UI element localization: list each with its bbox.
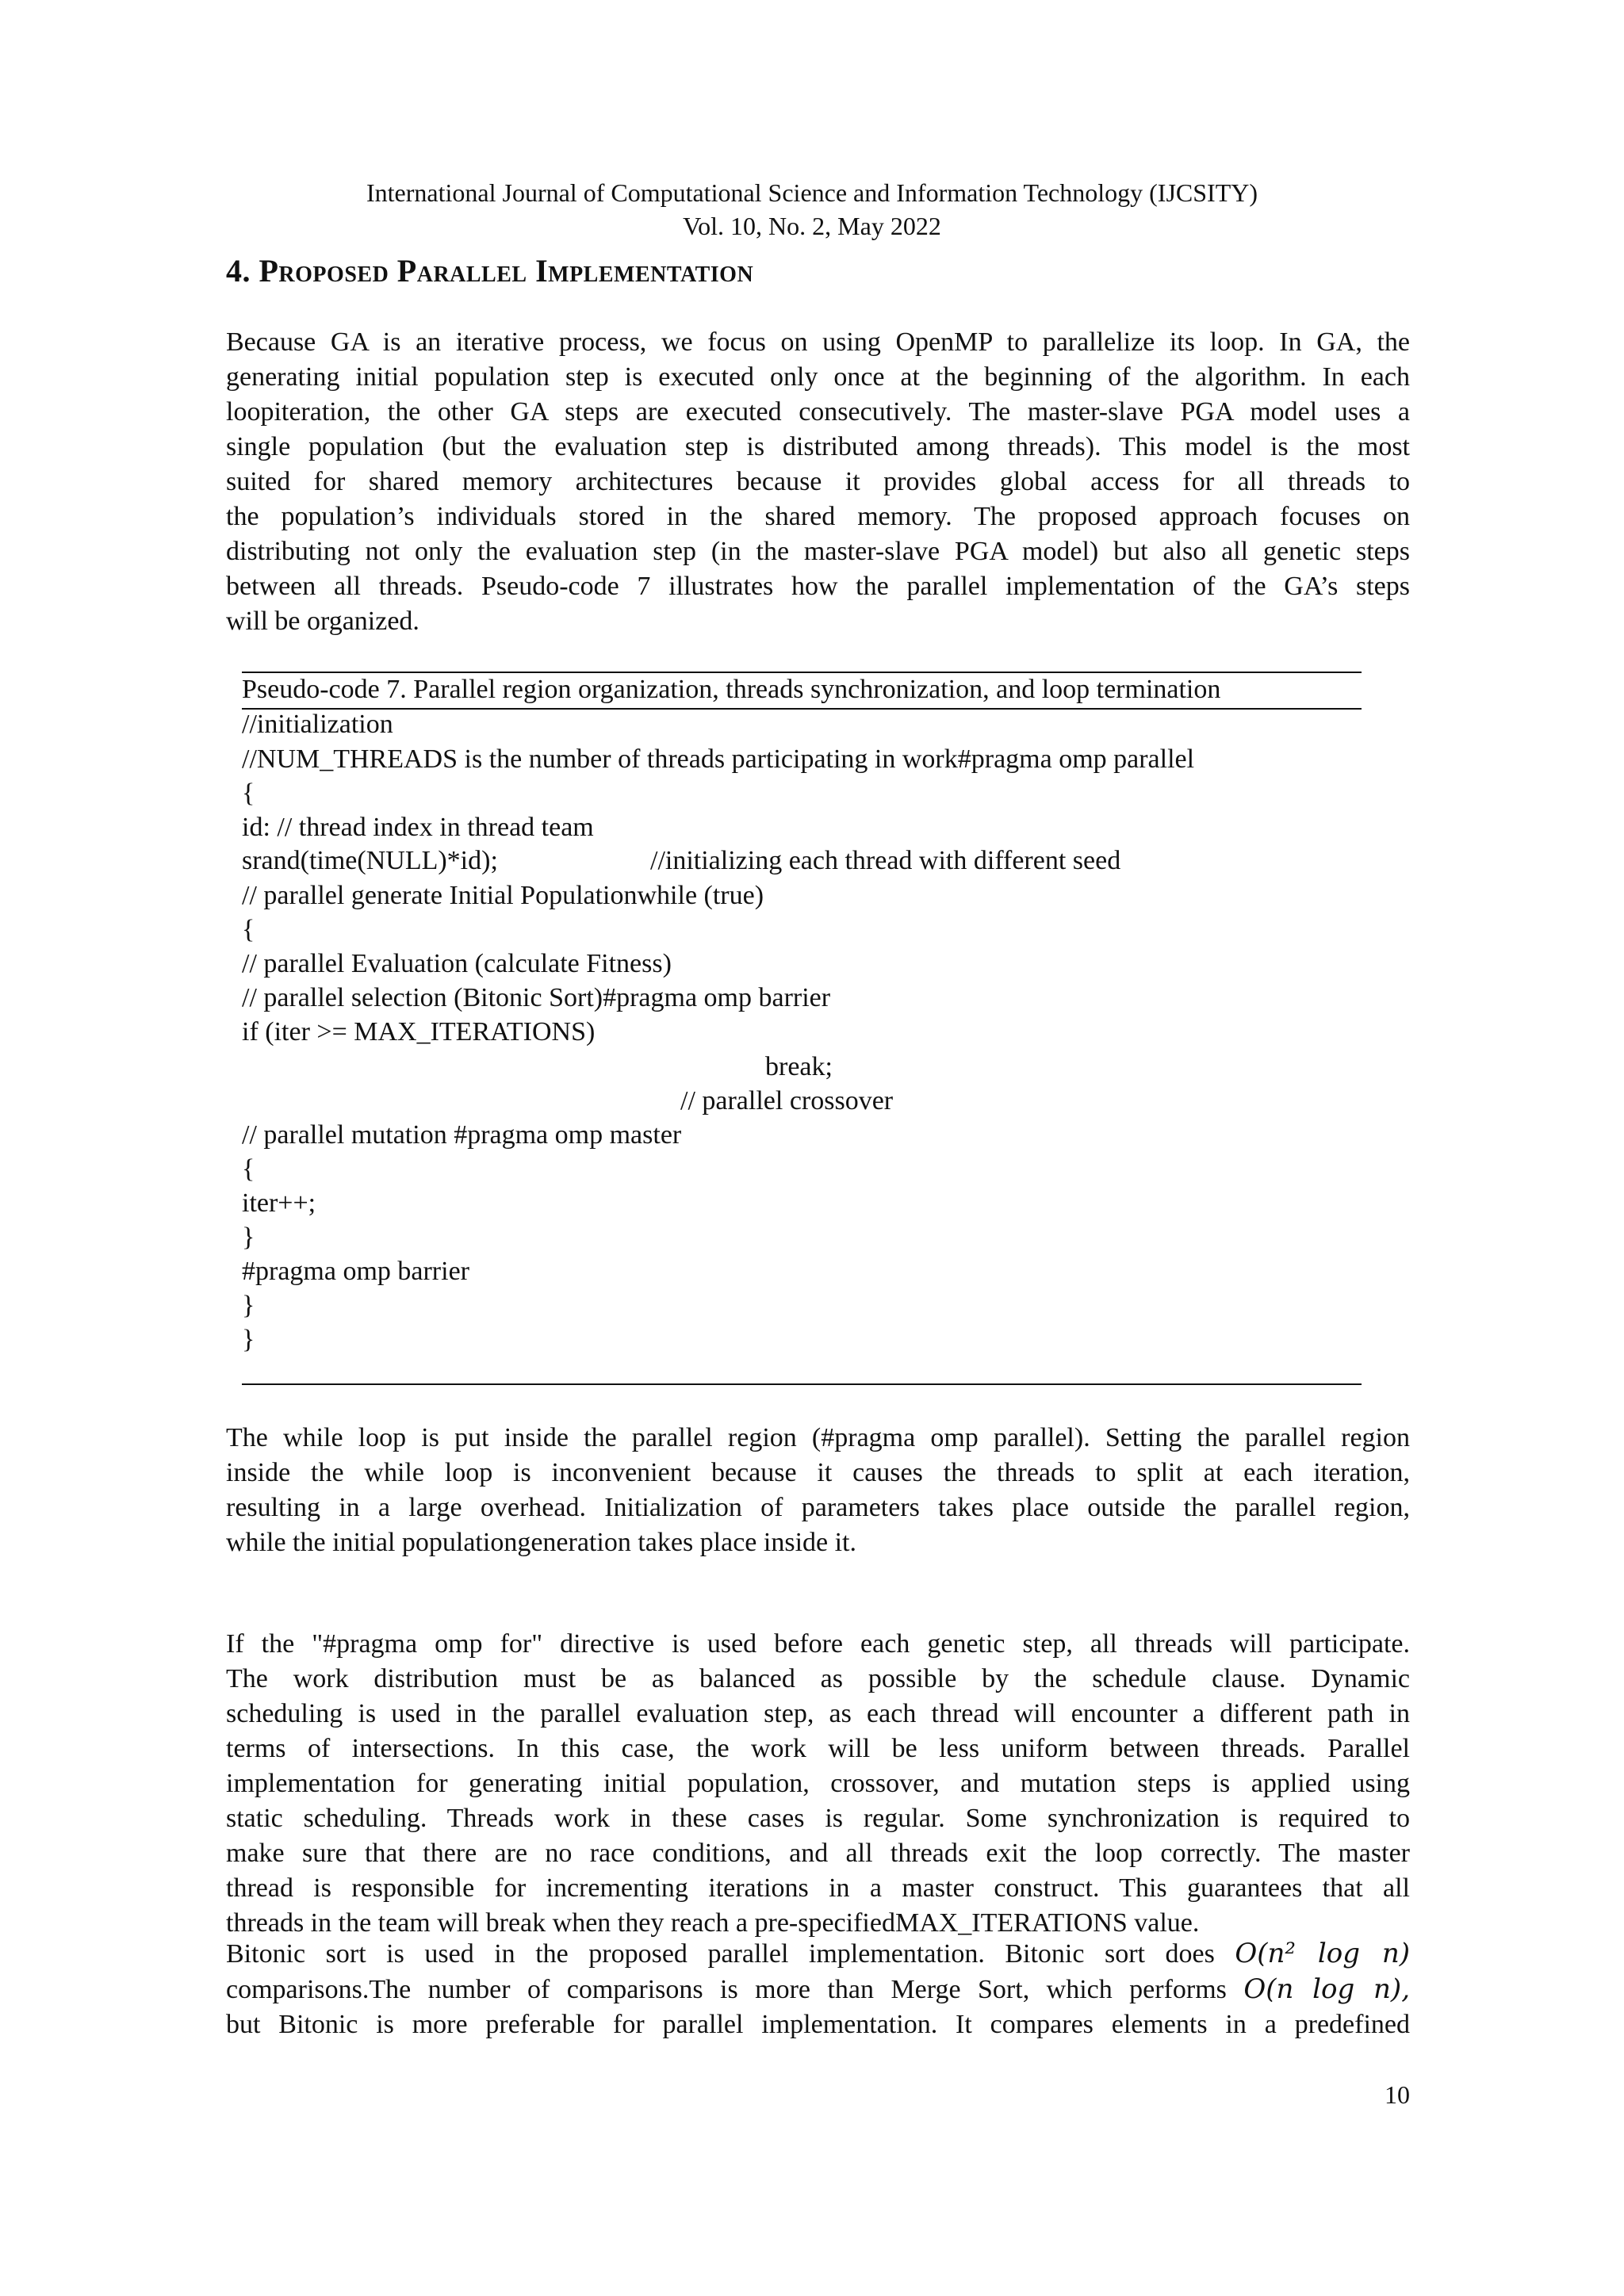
paragraph-line: make sure that there are no race conditions, and all threads exit the loop correctly. The master [226, 1839, 1410, 1868]
section-title-text: Proposed Parallel Implementation [259, 253, 754, 289]
paragraph-line: distributing not only the evaluation step (in the master-slave PGA model) but also all genetic steps [226, 537, 1410, 566]
paragraph-line: inside the while loop is inconvenient because it causes the threads to split at each iteration, [226, 1458, 1410, 1487]
paragraph-3 [226, 1627, 1410, 1941]
caption-rule [242, 708, 1362, 710]
paragraph-2 [226, 1421, 1410, 1560]
pseudocode-caption: Pseudo-code 7. Parallel region organization, threads synchronization, and loop termination [242, 675, 1221, 704]
bottom-rule [242, 1383, 1362, 1385]
code-line: id: // thread index in thread team [242, 813, 594, 842]
code-line: iter++; [242, 1188, 316, 1218]
math-expression: O(n² log n) [1235, 1938, 1410, 1969]
pseudocode-block [242, 672, 1362, 1385]
paragraph-line: between all threads. Pseudo-code 7 illustrates how the parallel implementation of the GA’s steps [226, 572, 1410, 601]
paragraph-line: thread is responsible for incrementing iterations in a master construct. This guarantees that all [226, 1873, 1410, 1903]
paragraph-line: The work distribution must be as balanced as possible by the schedule clause. Dynamic [226, 1664, 1410, 1693]
code-line: // parallel mutation #pragma omp master [242, 1120, 682, 1150]
math-expression: O(n log n), [1243, 1973, 1410, 2005]
paragraph-line: resulting in a large overhead. Initialization of parameters takes place outside the parallel region, [226, 1493, 1410, 1522]
code-line: srand(time(NULL)*id); [242, 846, 498, 875]
paragraph-line: will be organized. [226, 607, 419, 636]
code-line: break; [765, 1052, 833, 1081]
code-line: // parallel crossover [680, 1086, 894, 1115]
code-line: // parallel generate Initial Populationwhile (true) [242, 881, 764, 910]
code-line: //initialization [242, 710, 393, 739]
journal-volume: Vol. 10, No. 2, May 2022 [683, 212, 941, 240]
section-number: 4. [226, 253, 251, 289]
code-line: } [242, 1291, 255, 1320]
code-line: // parallel Evaluation (calculate Fitness) [242, 949, 672, 978]
code-line: } [242, 1223, 255, 1252]
paragraph-line: generating initial population step is executed only once at the beginning of the algorithm. In each [226, 362, 1410, 392]
paragraph-line: If the "#pragma omp for" directive is used before each genetic step, all threads will participate. [226, 1629, 1410, 1659]
paragraph-line: Because GA is an iterative process, we focus on using OpenMP to parallelize its loop. In GA, the [226, 327, 1410, 357]
paragraph-line [226, 1936, 1410, 1972]
code-line: #pragma omp barrier [242, 1257, 469, 1286]
paragraph-line: loopiteration, the other GA steps are executed consecutively. The master-slave PGA model uses a [226, 397, 1410, 427]
paragraph-1 [226, 325, 1410, 639]
paragraph-line: the population’s individuals stored in the shared memory. The proposed approach focuses on [226, 502, 1410, 531]
line-text: comparisons.The number of comparisons is more than Merge Sort, which performs [226, 1975, 1227, 2004]
paragraph-line: while the initial populationgeneration takes place inside it. [226, 1528, 856, 1557]
paragraph-4 [226, 1936, 1410, 2042]
code-line: // parallel selection (Bitonic Sort)#pragma omp barrier [242, 983, 831, 1012]
code-line: { [242, 779, 255, 808]
paragraph-line: suited for shared memory architectures because it provides global access for all threads to [226, 467, 1410, 496]
code-line: //NUM_THREADS is the number of threads participating in work#pragma omp parallel [242, 744, 1195, 774]
paragraph-line: static scheduling. Threads work in these cases is regular. Some synchronization is required to [226, 1804, 1410, 1833]
paragraph-line [226, 1972, 1410, 2007]
paragraph-line: threads in the team will break when they reach a pre-specifiedMAX_ITERATIONS value. [226, 1908, 1200, 1938]
paragraph-line: single population (but the evaluation step is distributed among threads). This model is the most [226, 432, 1410, 461]
code-line: if (iter >= MAX_ITERATIONS) [242, 1017, 596, 1047]
section-heading [226, 252, 753, 289]
code-line: { [242, 915, 255, 944]
paragraph-line: The while loop is put inside the parallel region (#pragma omp parallel). Setting the parallel region [226, 1423, 1410, 1452]
paragraph-line: scheduling is used in the parallel evaluation step, as each thread will encounter a different path in [226, 1699, 1410, 1728]
running-header [0, 176, 1624, 243]
code-line: } [242, 1325, 255, 1354]
paragraph-line: but Bitonic is more preferable for parallel implementation. It compares elements in a predefined [226, 2010, 1410, 2039]
code-comment: //initializing each thread with different seed [650, 846, 1121, 875]
line-text: Bitonic sort is used in the proposed parallel implementation. Bitonic sort does [226, 1939, 1215, 1969]
page-number: 10 [1385, 2080, 1410, 2109]
code-line: { [242, 1154, 255, 1184]
paragraph-line: terms of intersections. In this case, the work will be less uniform between threads. Parallel [226, 1734, 1410, 1763]
journal-title: International Journal of Computational Science and Information Technology (IJCSITY) [366, 178, 1258, 207]
paragraph-line: implementation for generating initial population, crossover, and mutation steps is applied using [226, 1769, 1410, 1798]
